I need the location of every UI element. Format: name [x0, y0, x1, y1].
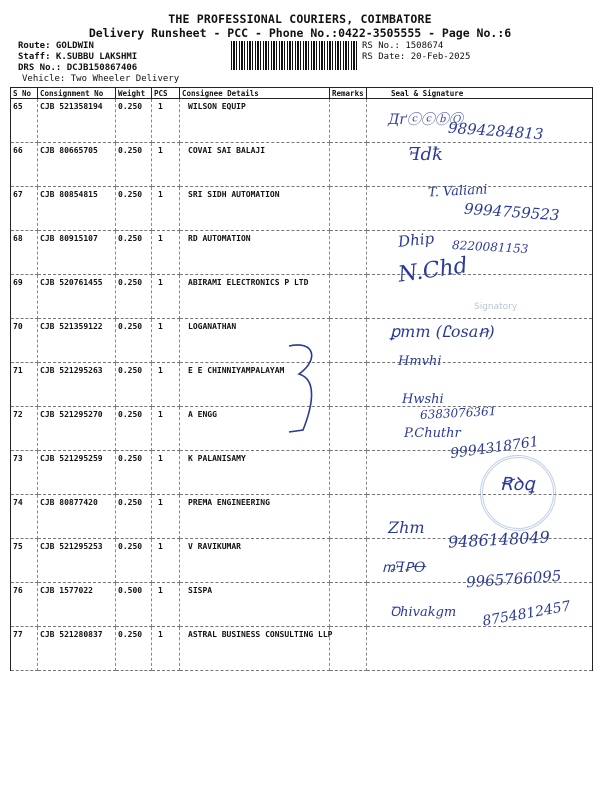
cell-consignee: WILSON EQUIP: [180, 99, 330, 143]
cell-remarks: [330, 99, 367, 143]
col-header-sno: S No: [11, 88, 38, 99]
col-header-remarks: Remarks: [330, 88, 367, 99]
cell-remarks: [330, 583, 367, 627]
cell-signature: [367, 627, 593, 671]
cell-sno: 66: [11, 143, 38, 187]
signature-69: N.Chd: [396, 253, 470, 288]
cell-pcs: 1: [152, 451, 180, 495]
cell-sno: 67: [11, 187, 38, 231]
handwritten-phone-75: 9486148049: [447, 527, 551, 552]
rs-number: RS No.: 1508674: [362, 41, 444, 51]
handwritten-phone-73: 9994318761: [449, 433, 540, 463]
cell-weight: 0.250: [116, 539, 152, 583]
signature-68: Dhip: [397, 229, 435, 251]
cell-sno: 68: [11, 231, 38, 275]
cell-pcs: 1: [152, 99, 180, 143]
cell-remarks: [330, 495, 367, 539]
signature-70: ꝑmm (Ꮭosaꞥ): [390, 322, 495, 341]
cell-consignment-no: CJB 521295270: [38, 407, 116, 451]
cell-consignment-no: CJB 521358194: [38, 99, 116, 143]
cell-weight: 0.250: [116, 143, 152, 187]
cell-pcs: 1: [152, 539, 180, 583]
col-header-signature: Seal & Signature: [367, 88, 593, 99]
cell-consignment-no: CJB 80665705: [38, 143, 116, 187]
signature-71: Hmvhi: [398, 354, 442, 369]
signature-75: Zhm: [388, 518, 425, 537]
cell-sno: 69: [11, 275, 38, 319]
cell-consignment-no: CJB 521295259: [38, 451, 116, 495]
cell-pcs: 1: [152, 231, 180, 275]
col-header-consignee: Consignee Details: [180, 88, 330, 99]
rs-date: RS Date: 20-Feb-2025: [362, 52, 471, 62]
cell-consignee: RD AUTOMATION: [180, 231, 330, 275]
cell-weight: 0.500: [116, 583, 152, 627]
cell-pcs: 1: [152, 627, 180, 671]
signature-74: Ꞧꝺꝗ: [500, 474, 535, 495]
cell-consignee: ABIRAMI ELECTRONICS P LTD: [180, 275, 330, 319]
cell-consignee: SISPA: [180, 583, 330, 627]
handwritten-phone-67: 9994759523: [463, 199, 560, 225]
cell-sno: 77: [11, 627, 38, 671]
cell-pcs: 1: [152, 363, 180, 407]
cell-signature: [367, 143, 593, 187]
cell-pcs: 1: [152, 143, 180, 187]
handwritten-phone-68: 8220081153: [451, 238, 529, 256]
cell-consignee: K PALANISAMY: [180, 451, 330, 495]
cell-weight: 0.250: [116, 231, 152, 275]
table-row: [11, 627, 593, 671]
cell-sno: 73: [11, 451, 38, 495]
cell-consignee: E E CHINNIYAMPALAYAM: [180, 363, 330, 407]
cell-sno: 76: [11, 583, 38, 627]
cell-pcs: 1: [152, 495, 180, 539]
signature-65: ДґⓒⓒⓑⓄ: [388, 112, 463, 128]
company-title: THE PROFESSIONAL COURIERS, COIMBATORE: [168, 12, 432, 26]
handwritten-phone-65: 9894284813: [447, 118, 544, 144]
cell-remarks: [330, 451, 367, 495]
cell-signature: [367, 363, 593, 407]
cell-weight: 0.250: [116, 495, 152, 539]
handwritten-phone-76: 9965766095: [465, 566, 562, 592]
cell-remarks: [330, 187, 367, 231]
cell-weight: 0.250: [116, 319, 152, 363]
cell-consignee: V RAVIKUMAR: [180, 539, 330, 583]
cell-sno: 75: [11, 539, 38, 583]
cell-weight: 0.250: [116, 451, 152, 495]
pen-mark: [285, 340, 325, 440]
cell-consignment-no: CJB 521295253: [38, 539, 116, 583]
barcode: [231, 41, 357, 70]
cell-sno: 65: [11, 99, 38, 143]
cell-remarks: [330, 407, 367, 451]
cell-consignment-no: CJB 1577022: [38, 583, 116, 627]
cell-consignment-no: CJB 521359122: [38, 319, 116, 363]
signature-77: Ꝺhivakgm: [390, 605, 457, 620]
cell-consignee: COVAI SAI BALAJI: [180, 143, 330, 187]
cell-consignment-no: CJB 80854815: [38, 187, 116, 231]
cell-pcs: 1: [152, 583, 180, 627]
cell-consignment-no: CJB 80915107: [38, 231, 116, 275]
handwritten-phone-72: 6383076361: [419, 404, 497, 422]
cell-weight: 0.250: [116, 407, 152, 451]
vehicle-label: Vehicle: Two Wheeler Delivery: [22, 74, 180, 84]
signature-73: P.Chuthr: [404, 426, 461, 441]
cell-consignee: SRI SIDH AUTOMATION: [180, 187, 330, 231]
cell-sno: 70: [11, 319, 38, 363]
signature-76: ꬺꟻꝐꝊ: [382, 560, 427, 576]
cell-remarks: [330, 363, 367, 407]
cell-weight: 0.250: [116, 363, 152, 407]
cell-remarks: [330, 539, 367, 583]
cell-remarks: [330, 275, 367, 319]
cell-consignment-no: CJB 80877420: [38, 495, 116, 539]
signature-66: ꟻdꝁ: [408, 144, 443, 165]
cell-weight: 0.250: [116, 627, 152, 671]
cell-sno: 72: [11, 407, 38, 451]
cell-pcs: 1: [152, 319, 180, 363]
staff-label: Staff: K.SUBBU LAKSHMI: [18, 52, 138, 62]
cell-sno: 74: [11, 495, 38, 539]
cell-consignment-no: CJB 521295263: [38, 363, 116, 407]
cell-sno: 71: [11, 363, 38, 407]
route-label: Route: GOLDWIN: [18, 41, 94, 51]
cell-consignee: LOGANATHAN: [180, 319, 330, 363]
cell-remarks: [330, 319, 367, 363]
drs-label: DRS No.: DCJB150867406: [18, 63, 138, 73]
cell-remarks: [330, 627, 367, 671]
col-header-weight: Weight: [116, 88, 152, 99]
cell-pcs: 1: [152, 407, 180, 451]
cell-remarks: [330, 231, 367, 275]
table-header-row: [11, 88, 593, 99]
runsheet-subtitle: Delivery Runsheet - PCC - Phone No.:0422-3505555 - Page No.:6: [88, 26, 512, 40]
cell-consignee: ASTRAL BUSINESS CONSULTING LLP: [180, 627, 330, 671]
stamp-signatory-text: Signatory: [474, 302, 518, 312]
signature-72: Hwshi: [402, 392, 444, 407]
col-header-consignment: Consignment No: [38, 88, 116, 99]
cell-pcs: 1: [152, 187, 180, 231]
cell-consignment-no: CJB 521280837: [38, 627, 116, 671]
table-row: [11, 143, 593, 187]
col-header-pcs: PCS: [152, 88, 180, 99]
cell-weight: 0.250: [116, 187, 152, 231]
cell-remarks: [330, 143, 367, 187]
cell-consignee: A ENGG: [180, 407, 330, 451]
cell-weight: 0.250: [116, 99, 152, 143]
cell-consignee: PREMA ENGINEERING: [180, 495, 330, 539]
cell-weight: 0.250: [116, 275, 152, 319]
handwritten-name-67: T. Valiani: [427, 182, 488, 201]
handwritten-phone-77: 8754812457: [481, 598, 572, 630]
cell-consignment-no: CJB 520761455: [38, 275, 116, 319]
cell-pcs: 1: [152, 275, 180, 319]
